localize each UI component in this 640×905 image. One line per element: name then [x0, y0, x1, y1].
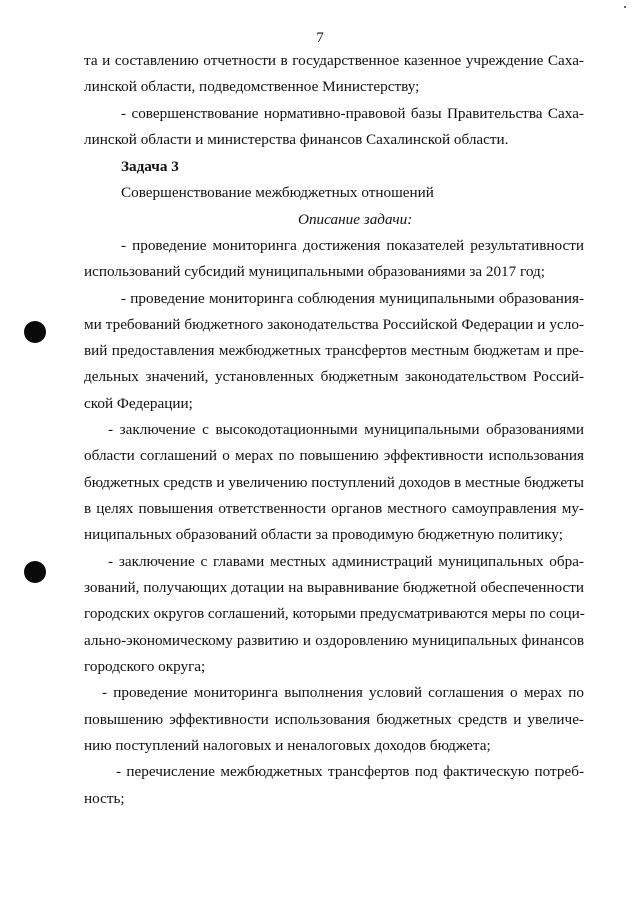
text-line: городского округа; [84, 658, 206, 675]
text-line: - проведение мониторинга соблюдения муниципальными образования- [121, 290, 584, 307]
text-line: - проведение мониторинга достижения показателей результативности [121, 237, 584, 254]
text-line: ность; [84, 790, 125, 807]
task-description-heading: Описание задачи: [298, 211, 413, 228]
text-line: повышению эффективности использования бюджетных средств и увеличе- [84, 711, 584, 728]
text-line: вий предоставления межбюджетных трансфертов местным бюджетам и пре- [84, 342, 584, 359]
text-line: использований субсидий муниципальными образованиями за 2017 год; [84, 263, 545, 280]
text-line: - заключение с главами местных администраций муниципальных обра- [108, 553, 584, 570]
text-line: дельных значений, установленных бюджетным законодательством Россий- [84, 368, 584, 385]
text-line: - совершенствование нормативно-правовой базы Правительства Саха- [121, 105, 584, 122]
scan-corner-mark [624, 6, 626, 8]
text-line: ской Федерации; [84, 395, 193, 412]
text-line: городских округов соглашений, которыми предусматриваются меры по соци- [84, 605, 585, 622]
text-line: ниципальных образований области за проводимую бюджетную политику; [84, 526, 563, 543]
text-line: линской области и министерства финансов Сахалинской области. [84, 131, 509, 148]
page-number: 7 [316, 30, 324, 46]
text-line: ально-экономическому развитию и оздоровлению муниципальных финансов [84, 632, 584, 649]
text-line: бюджетных средств и увеличению поступлений доходов в местные бюджеты [84, 474, 584, 491]
text-line: та и составлению отчетности в государственное казенное учреждение Саха- [84, 52, 584, 69]
text-line: области соглашений о мерах по повышению эффективности использования [84, 447, 584, 464]
text-line: - заключение с высокодотационными муниципальными образованиями [108, 421, 584, 438]
text-line: нию поступлений налоговых и неналоговых доходов бюджета; [84, 737, 491, 754]
text-line: - перечисление межбюджетных трансфертов под фактическую потреб- [116, 763, 584, 780]
task-heading: Задача 3 [121, 158, 179, 175]
task-title: Совершенствование межбюджетных отношений [121, 184, 434, 201]
text-line: зований, получающих дотации на выравнивание бюджетной обеспеченности [84, 579, 584, 596]
text-line: ми требований бюджетного законодательства Российской Федерации и усло- [84, 316, 584, 333]
punch-hole-mark [24, 561, 46, 583]
text-line: - проведение мониторинга выполнения условий соглашения о мерах по [102, 684, 584, 701]
text-line: в целях повышения ответственности органов местного самоуправления му- [84, 500, 584, 517]
punch-hole-mark [24, 321, 46, 343]
text-line: линской области, подведомственное Министерству; [84, 78, 420, 95]
